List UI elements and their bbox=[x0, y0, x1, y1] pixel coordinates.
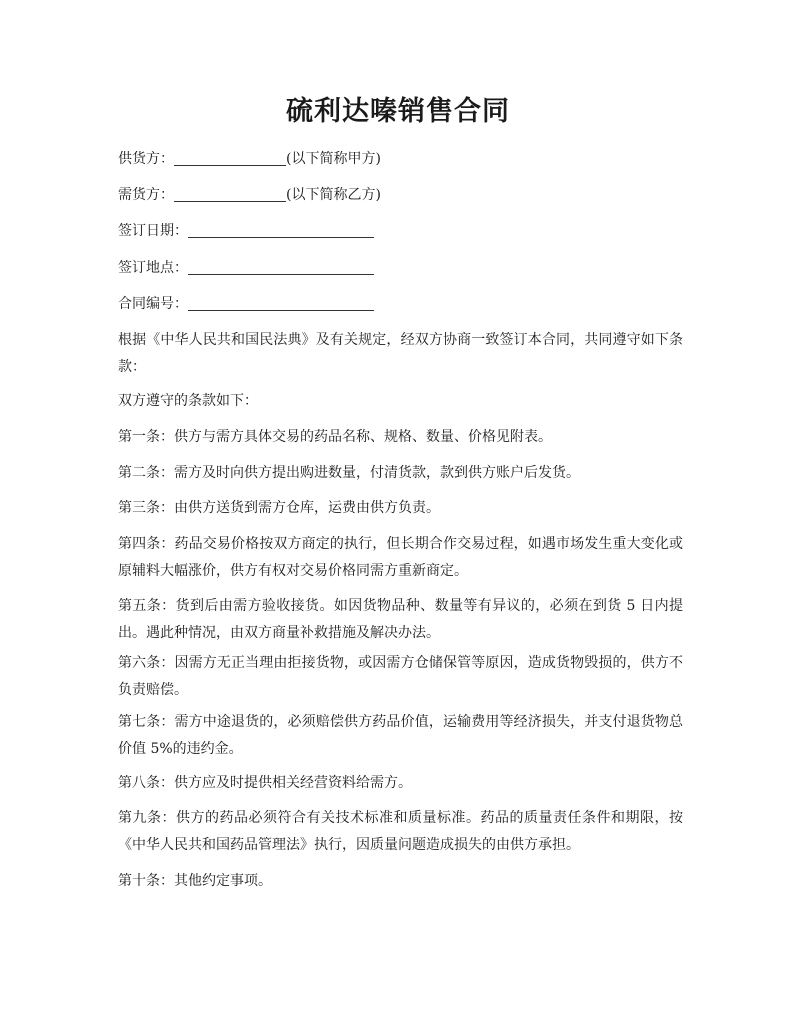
contract-no-blank bbox=[188, 294, 374, 311]
terms-heading: 双方遵守的条款如下： bbox=[118, 393, 258, 409]
document-title: 硫利达嗪销售合同 bbox=[286, 96, 510, 127]
intro-paragraph: 根据《中华人民共和国民法典》及有关规定，经双方协商一致签订本合同，共同遵守如下条款： bbox=[118, 332, 683, 375]
sign-place-label: 签订地点： bbox=[118, 260, 188, 276]
article-4: 第四条：药品交易价格按双方商定的执行，但长期合作交易过程，如遇市场发生重大变化或原辅料大幅涨价，供方有权对交易价格同需方重新商定。 bbox=[118, 536, 683, 579]
sign-date-line bbox=[118, 217, 688, 245]
sign-date-blank bbox=[188, 221, 374, 238]
contract-no-line bbox=[118, 290, 688, 318]
article-7: 第七条：需方中途退货的，必须赔偿供方药品价值，运输费用等经济损失，并支付退货物总价值 5%的违约金。 bbox=[118, 714, 683, 757]
buyer-suffix: (以下简称乙方) bbox=[286, 187, 381, 203]
article-9: 第九条：供方的药品必须符合有关技术标准和质量标准。药品的质量责任条件和期限，按《中华人民共和国药品管理法》执行，因质量问题造成损失的由供方承担。 bbox=[118, 810, 683, 853]
article-1: 第一条：供方与需方具体交易的药品名称、规格、数量、价格见附表。 bbox=[118, 429, 552, 445]
buyer-line bbox=[118, 181, 688, 209]
sign-place-blank bbox=[188, 258, 374, 275]
article-8: 第八条：供方应及时提供相关经营资料给需方。 bbox=[118, 775, 412, 791]
article-6: 第六条：因需方无正当理由拒接货物，或因需方仓储保管等原因，造成货物毁损的，供方不负责赔偿。 bbox=[118, 655, 683, 698]
article-10: 第十条：其他约定事项。 bbox=[118, 873, 272, 889]
supplier-blank bbox=[174, 149, 286, 166]
sign-place-line bbox=[118, 254, 688, 282]
sign-date-label: 签订日期： bbox=[118, 223, 188, 239]
supplier-suffix: (以下简称甲方) bbox=[286, 151, 381, 167]
contract-no-label: 合同编号： bbox=[118, 296, 188, 312]
article-5: 第五条：货到后由需方验收接货。如因货物品种、数量等有异议的，必须在到货 5 日内提出。遇此种情况，由双方商量补救措施及解决办法。 bbox=[118, 598, 683, 641]
article-2: 第二条：需方及时向供方提出购进数量，付清货款，款到供方账户后发货。 bbox=[118, 465, 580, 481]
article-3: 第三条：由供方送货到需方仓库，运费由供方负责。 bbox=[118, 500, 440, 516]
supplier-line bbox=[118, 145, 688, 173]
supplier-label: 供货方： bbox=[118, 151, 174, 167]
buyer-label: 需货方： bbox=[118, 187, 174, 203]
buyer-blank bbox=[174, 185, 286, 202]
